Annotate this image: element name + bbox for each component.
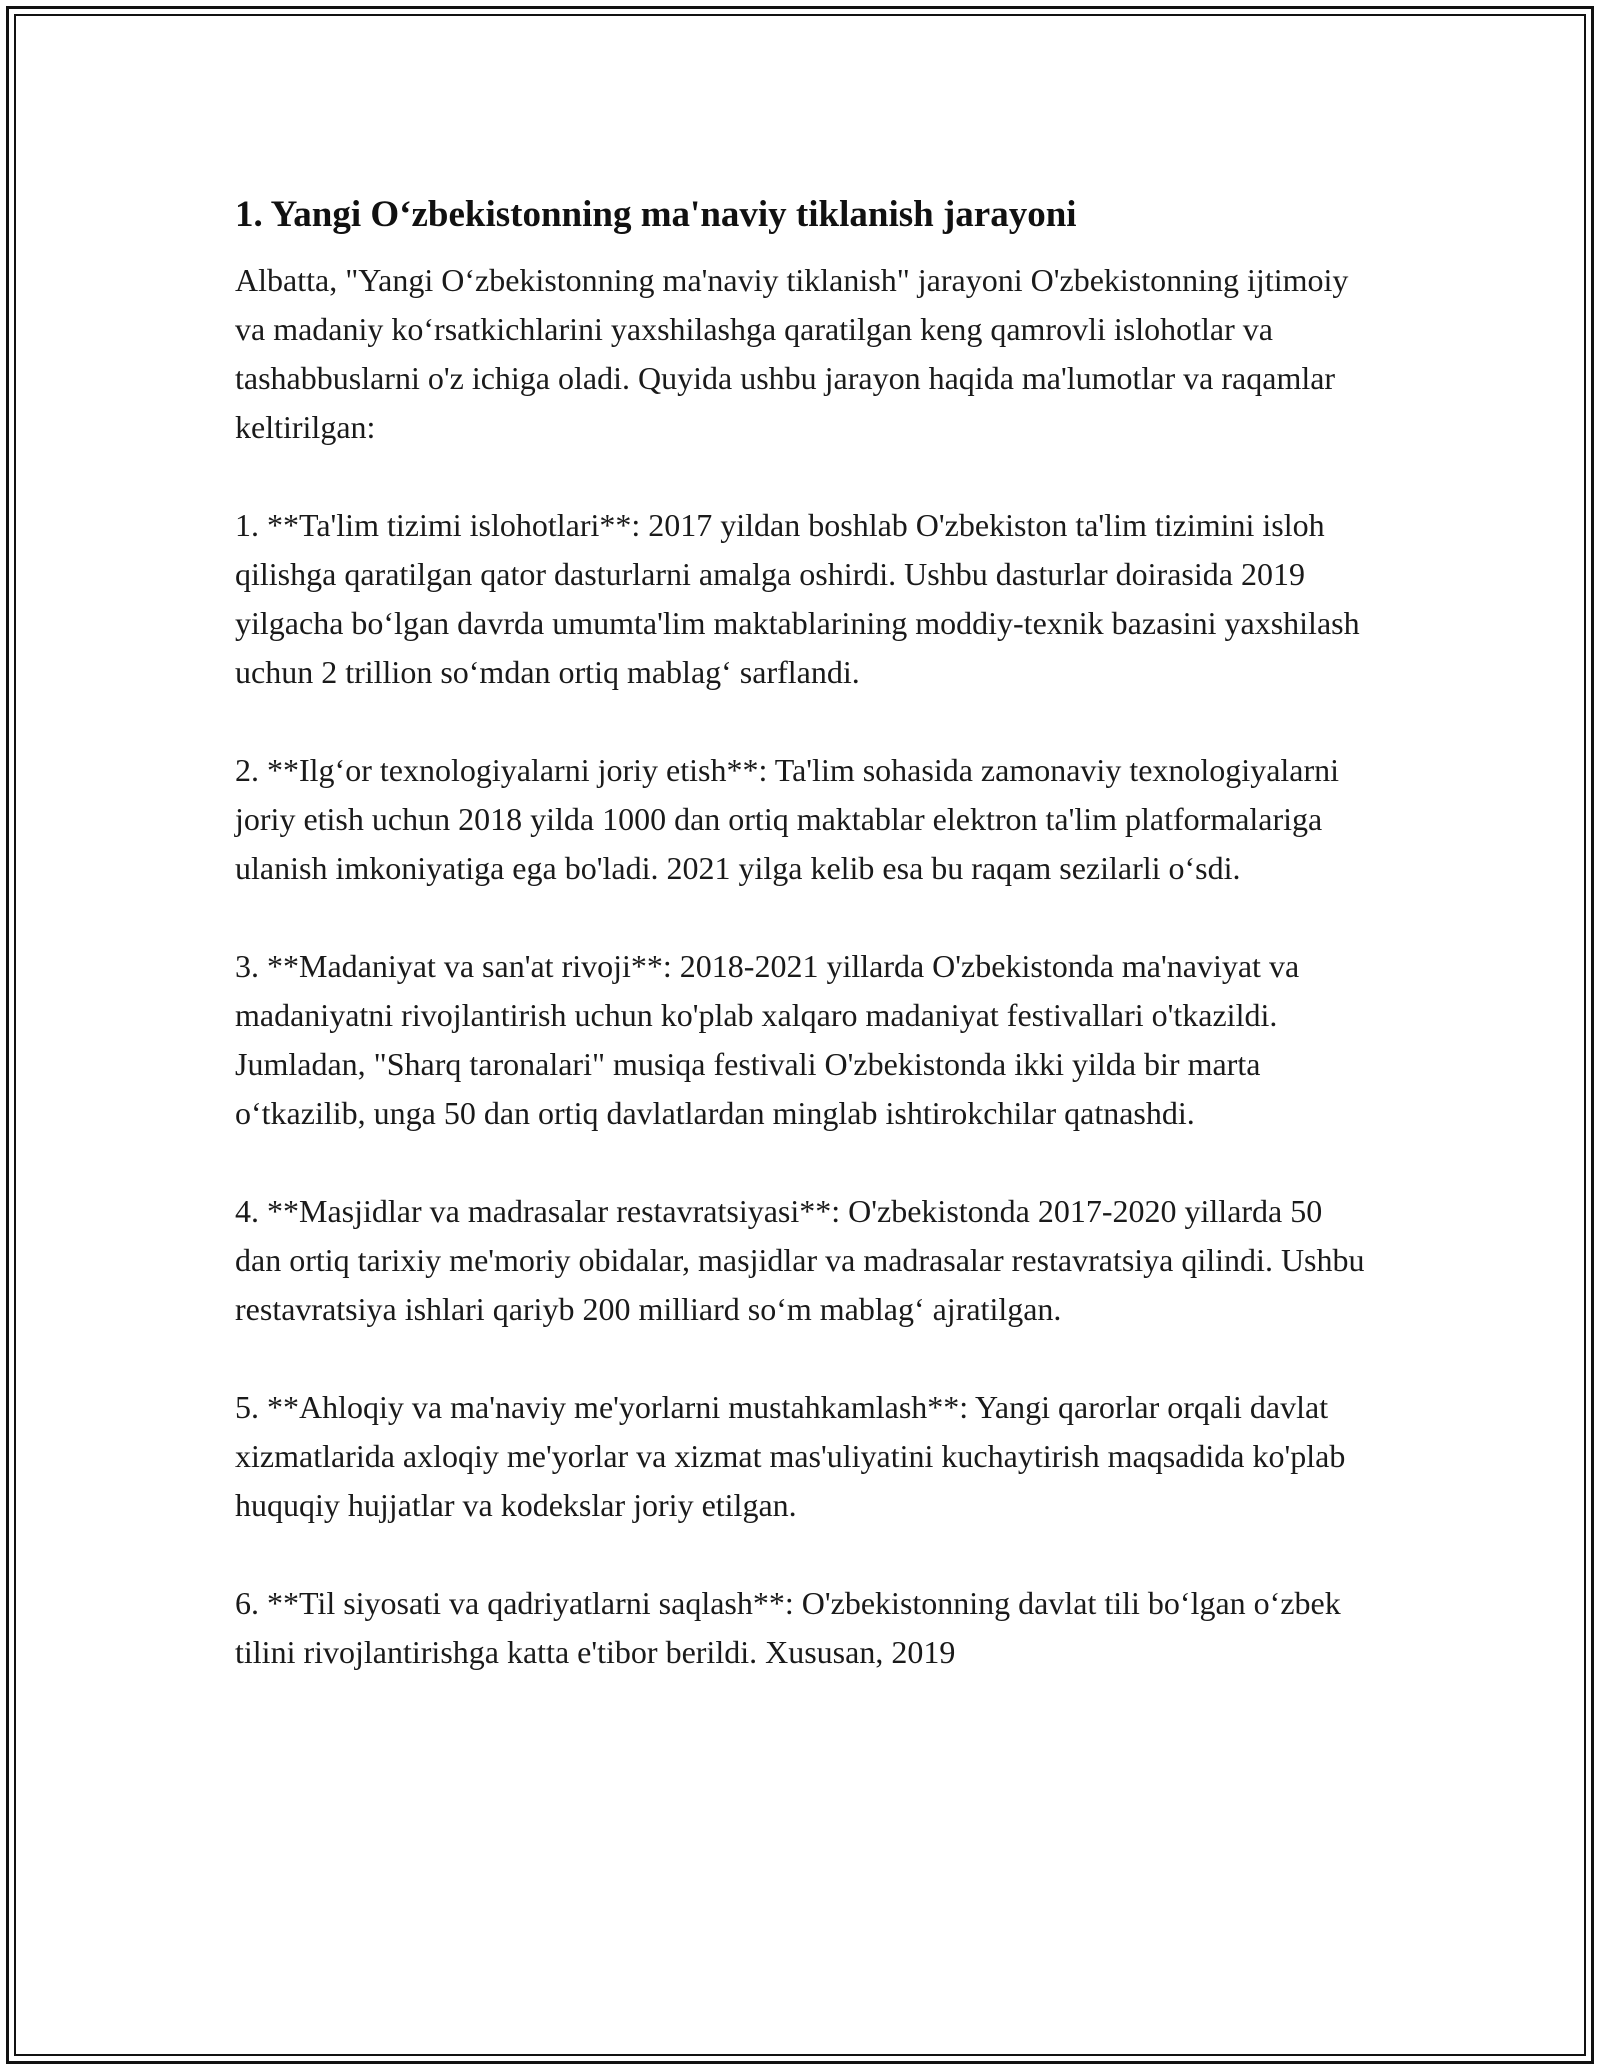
list-item-6: 6. **Til siyosati va qadriyatlarni saqlash**: O'zbekistonning davlat tili bo‘lgan o‘zbek tilini rivojlantirishga katta e'tibor berildi. Xususan, 2019 (235, 1585, 1341, 1670)
list-item-1: 1. **Ta'lim tizimi islohotlari**: 2017 yildan boshlab O'zbekiston ta'lim tizimini isloh qilishga qaratilgan qator dasturlarni amalga oshirdi. Ushbu dasturlar doirasida 2019 yilgacha bo‘lgan davrda umumta'lim maktablarining moddiy-texnik bazasini yaxshilash uchun 2 trillion so‘mdan ortiq mablag‘ sarflandi. (235, 507, 1360, 690)
document-title: 1. Yangi O‘zbekistonning ma'naviy tiklanish jarayoni (235, 194, 1077, 235)
document-page (235, 186, 1375, 1677)
list-item-5: 5. **Ahloqiy va ma'naviy me'yorlarni mustahkamlash**: Yangi qarorlar orqali davlat xizmatlarida axloqiy me'yorlar va xizmat mas'uliyatini kuchaytirish maqsadida ko'plab huquqiy hujjatlar va kodekslar joriy etilgan. (235, 1389, 1346, 1523)
list-item-3: 3. **Madaniyat va san'at rivoji**: 2018-2021 yillarda O'zbekistonda ma'naviyat va madaniyatni rivojlantirish uchun ko'plab xalqaro madaniyat festivallari o'tkazildi. Jumladan, "Sharq taronalari" musiqa festivali O'zbekistonda ikki yilda bir marta o‘tkazilib, unga 50 dan ortiq davlatlardan minglab ishtirokchilar qatnashdi. (235, 948, 1300, 1131)
list-item-4: 4. **Masjidlar va madrasalar restavratsiyasi**: O'zbekistonda 2017-2020 yillarda 50 dan ortiq tarixiy me'moriy obidalar, masjidlar va madrasalar restavratsiya qilindi. Ushbu restavratsiya ishlari qariyb 200 milliard so‘m mablag‘ ajratilgan. (235, 1193, 1365, 1327)
list-item-2: 2. **Ilg‘or texnologiyalarni joriy etish**: Ta'lim sohasida zamonaviy texnologiyalarni joriy etish uchun 2018 yilda 1000 dan ortiq maktablar elektron ta'lim platformalariga ulanish imkoniyatiga ega bo'ladi. 2021 yilga kelib esa bu raqam sezilarli o‘sdi. (235, 752, 1340, 886)
intro-paragraph: Albatta, "Yangi O‘zbekistonning ma'naviy tiklanish" jarayoni O'zbekistonning ijtimoiy va madaniy ko‘rsatkichlarini yaxshilashga qaratilgan keng qamrovli islohotlar va tashabbuslarni o'z ichiga oladi. Quyida ushbu jarayon haqida ma'lumotlar va raqamlar keltirilgan: (235, 262, 1349, 445)
